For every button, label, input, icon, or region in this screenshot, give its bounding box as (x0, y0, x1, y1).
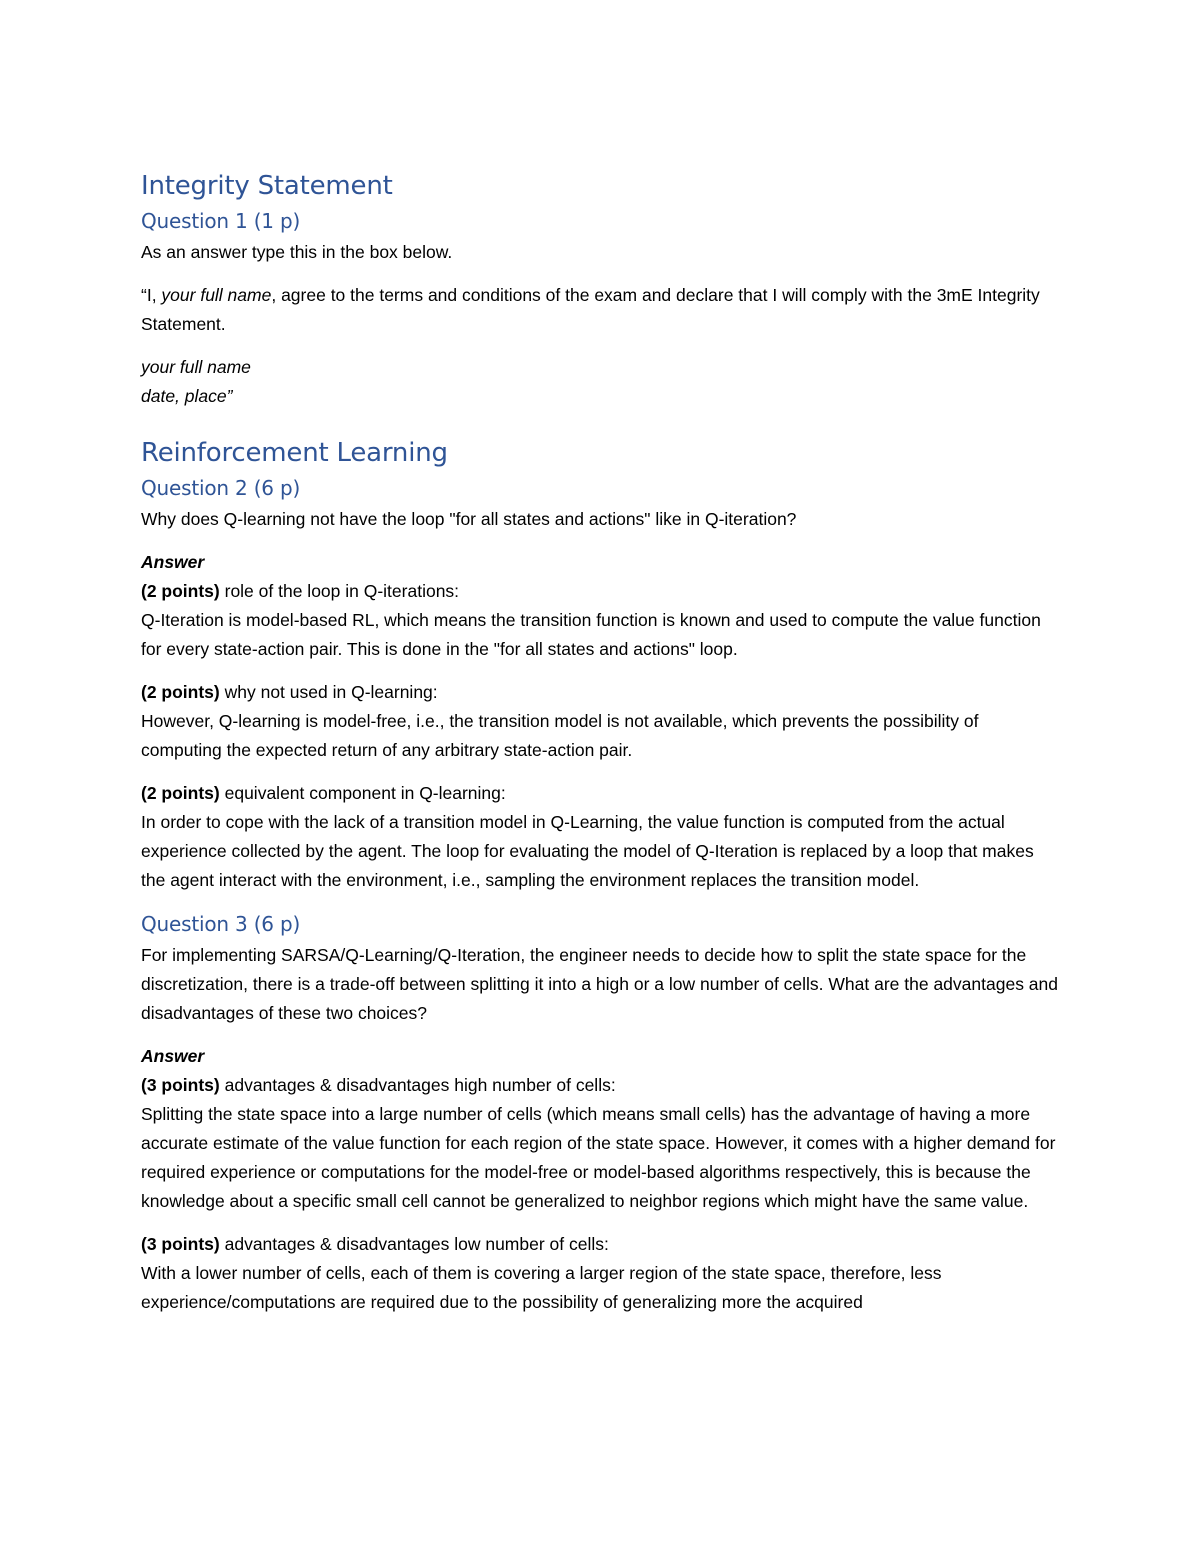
question-3-answer-label: Answer (141, 1046, 205, 1066)
q2-part-2-topic: why not used in Q-learning: (219, 682, 438, 702)
q2-part-1-points: (2 points) (141, 581, 220, 601)
q2-part-1-topic: role of the loop in Q-iterations: (219, 581, 460, 601)
q2-answer-part-3 (141, 779, 1061, 895)
section-title-integrity: Integrity Statement (141, 171, 393, 201)
integrity-statement-text (141, 281, 1061, 339)
q3-part-2-topic: advantages & disadvantages low number of cells: (219, 1234, 609, 1254)
signature-name: your full name (141, 357, 251, 377)
q2-part-1-text: Q-Iteration is model-based RL, which means the transition function is known and used to compute the value function for every state-action pair. This is done in the "for all states and actions" loop. (141, 610, 1041, 659)
q3-part-1-text: Splitting the state space into a large number of cells (which means small cells) has the advantage of having a more accurate estimate of the value function for each region of the state space. However, it comes with a higher demand for required experience or computations for the model-free or model-based algorithms respectively, this is because the knowledge about a specific small cell cannot be generalized to neighbor regions which might have the same value. (141, 1104, 1056, 1211)
q2-part-2-points: (2 points) (141, 682, 220, 702)
q2-part-3-text: In order to cope with the lack of a transition model in Q-Learning, the value function is computed from the actual experience collected by the agent. The loop for evaluating the model of Q-Iteration is replaced by a loop that makes the agent interact with the environment, i.e., sampling the environment replaces the transition model. (141, 812, 1034, 890)
q2-part-3-points: (2 points) (141, 783, 220, 803)
question-3-text: For implementing SARSA/Q-Learning/Q-Iteration, the engineer needs to decide how to split the state space for the discretization, there is a trade-off between splitting it into a high or a low number of cells. What are the advantages and disadvantages of these two choices? (141, 945, 1058, 1023)
q2-answer-part-2 (141, 678, 1061, 765)
question-3-heading: Question 3 (6 p) (141, 912, 301, 936)
q2-answer-part-1 (141, 577, 1061, 664)
q3-part-2-points: (3 points) (141, 1234, 220, 1254)
q2-part-3-topic: equivalent component in Q-learning: (219, 783, 506, 803)
q3-part-1-points: (3 points) (141, 1075, 220, 1095)
signature-date-place: date, place” (141, 386, 233, 406)
section-title-rl: Reinforcement Learning (141, 438, 448, 468)
q3-part-1-topic: advantages & disadvantages high number of cells: (219, 1075, 616, 1095)
q2-part-2-text: However, Q-learning is model-free, i.e., the transition model is not available, which prevents the possibility of computing the expected return of any arbitrary state-action pair. (141, 711, 979, 760)
question-2-answer-label: Answer (141, 552, 205, 572)
statement-rest: , agree to the terms and conditions of the exam and declare that I will comply with the 3mE Integrity Statement. (141, 285, 1040, 334)
q3-part-2-text: With a lower number of cells, each of them is covering a larger region of the state space, therefore, less experience/computations are required due to the possibility of generalizing more the acquired (141, 1263, 942, 1312)
q3-answer-part-1 (141, 1071, 1061, 1216)
document-page (141, 166, 1061, 1317)
statement-open: “I, (141, 285, 162, 305)
statement-name-placeholder: your full name (161, 285, 272, 305)
question-1-heading: Question 1 (1 p) (141, 209, 301, 233)
question-2-text: Why does Q-learning not have the loop "for all states and actions" like in Q-iteration? (141, 509, 797, 529)
q3-answer-part-2 (141, 1230, 1061, 1317)
question-2-heading: Question 2 (6 p) (141, 476, 301, 500)
question-1-instruction: As an answer type this in the box below. (141, 242, 453, 262)
signature-block (141, 353, 1061, 411)
